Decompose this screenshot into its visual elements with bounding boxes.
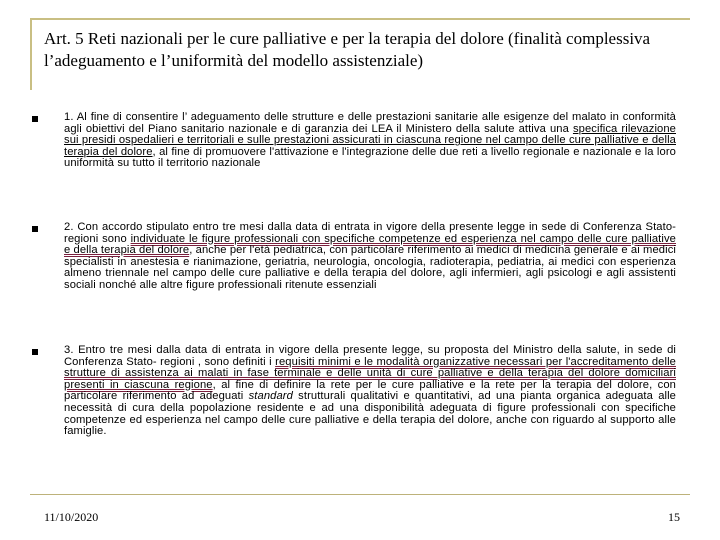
footer-rule bbox=[30, 494, 690, 495]
paragraph-1 bbox=[64, 112, 676, 170]
paragraph-2-underlined: individuate le figure professionali con specifiche competenze ed esperienza nel campo delle cure palliative e della terapia del dolore bbox=[64, 232, 676, 257]
paragraph-3-underlined: requisiti minimi e le modalità organizzative necessari per l'accreditamento delle strutture di assistenza ai malati in fase terminale e delle unità di cure palliative e della terapia del dolore domiciliari presenti in ciascuna regione bbox=[64, 355, 676, 391]
paragraph-1-underlined: specifica rilevazione sui presidi ospedalieri e territoriali e sulle prestazioni assicurati in ciascuna regione nel campo delle cure palliative e della terapia del dolore bbox=[64, 122, 676, 158]
paragraph-3-text-a: 3. Entro tre mesi dalla data di entrata in vigore della presente legge, su proposta del Ministro della salute, in sede di Conferenza Stato- regioni , sono definiti i bbox=[64, 344, 676, 368]
bullet-icon bbox=[32, 116, 38, 122]
page-number: 15 bbox=[668, 510, 680, 524]
frame-left-rule bbox=[30, 18, 32, 90]
bullet-icon bbox=[32, 226, 38, 232]
paragraph-2-text-b: , anche per l'età pediatrica, con particolare riferimento ai medici di medicina generale e ai medici specialisti in anestesia e rianimazione, geriatria, neurologia, oncologia, radioterapia, pediatria, ai medici con esperienza almeno triennale nel campo delle cure palliative e della terapia del dolore, agli infermieri, agli psicologi e agli assistenti sociali nonché alle altre figure professionali ritenute essenziali bbox=[64, 244, 676, 291]
paragraph-3-text-b: , al fine di definire la rete per le cure palliative e la rete per la terapia del dolore, con particolare riferimento ad adeguati bbox=[64, 378, 676, 403]
paragraph-1-text-a: 1. Al fine di consentire l’ adeguamento delle strutture e delle prestazioni sanitarie alle esigenze del malato in conformità agli obiettivi del Piano sanitario nazionale e di garanzia dei LEA il Ministero della salute attiva una bbox=[64, 111, 676, 135]
paragraph-3-italic: standard bbox=[248, 390, 293, 403]
footer-date: 11/10/2020 bbox=[44, 510, 99, 524]
paragraph-3-text-c: strutturali qualitativi e quantitativi, ad una pianta organica adeguata alle necessità di cura della popolazione residente e ad una disponibilità adeguata di figure professionali con specifiche competenze ed esperienza nel campo delle cure palliative e della terapia del dolore, anche con riguardo al supporto alle famiglie. bbox=[64, 390, 677, 438]
paragraph-1-text-b: , al fine di promuovere l'attivazione e l'integrazione delle due reti a livello regionale e nazionale e la loro uniformità su tutto il territorio nazionale bbox=[64, 145, 676, 170]
slide-title: Art. 5 Reti nazionali per le cure palliative e per la terapia del dolore (finalità complessiva l’adeguamento e l’uniformità del modello assistenziale) bbox=[44, 29, 651, 70]
frame-top-rule bbox=[30, 18, 690, 20]
bullet-icon bbox=[32, 349, 38, 355]
paragraph-2 bbox=[64, 222, 676, 292]
paragraph-3 bbox=[64, 345, 676, 438]
paragraph-2-text-a: 2. Con accordo stipulato entro tre mesi dalla data di entrata in vigore della presente legge in sede di Conferenza Stato- regioni sono bbox=[64, 221, 676, 245]
